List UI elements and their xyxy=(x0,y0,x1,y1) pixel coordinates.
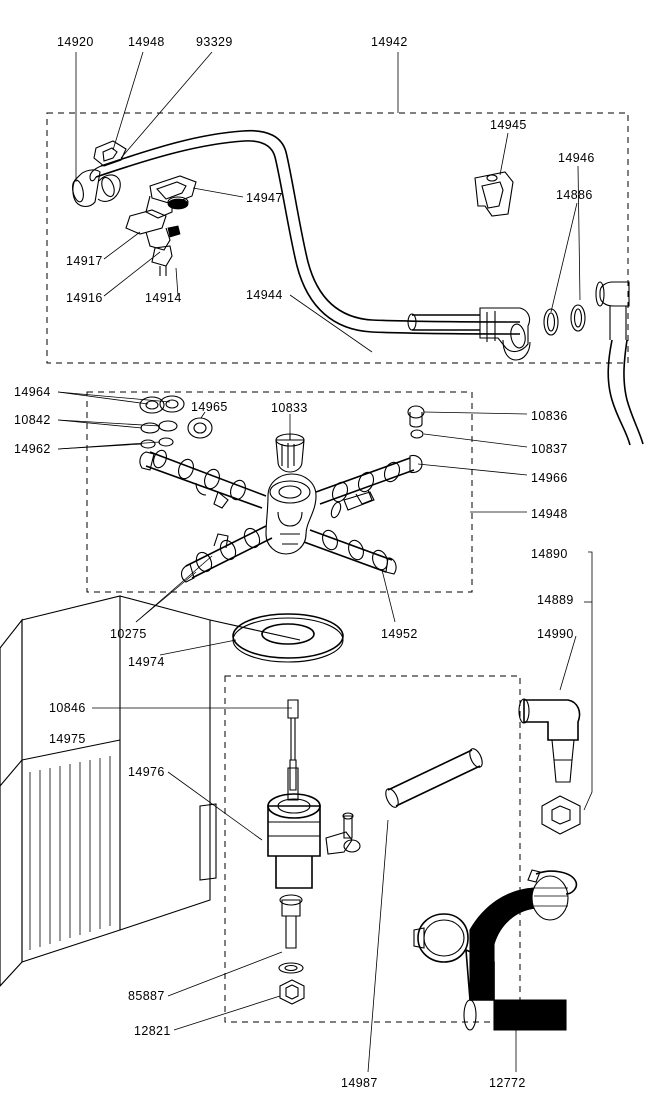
part-14987-pipe xyxy=(383,747,485,809)
part-label-14974: 14974 xyxy=(128,655,165,669)
part-label-14966: 14966 xyxy=(531,471,568,485)
part-label-14917: 14917 xyxy=(66,254,103,268)
part-label-10833: 10833 xyxy=(271,401,308,415)
part-label-14948-mid: 14948 xyxy=(531,507,568,521)
parts-bottom-fittings xyxy=(279,895,304,1004)
part-label-14975: 14975 xyxy=(49,732,86,746)
part-14976-regulator xyxy=(268,794,360,888)
part-label-14942: 14942 xyxy=(371,35,408,49)
part-label-93329: 93329 xyxy=(196,35,233,49)
part-label-85887: 85887 xyxy=(128,989,165,1003)
leader-lines-top xyxy=(76,52,580,352)
part-label-10846: 10846 xyxy=(49,701,86,715)
part-14947-bracket xyxy=(126,176,196,276)
part-label-14890: 14890 xyxy=(531,547,568,561)
part-12772-hose xyxy=(414,870,576,1030)
part-label-10836: 10836 xyxy=(531,409,568,423)
part-label-14944: 14944 xyxy=(246,288,283,302)
parts-small-right xyxy=(408,406,424,438)
part-label-14945: 14945 xyxy=(490,118,527,132)
part-label-10275: 10275 xyxy=(110,627,147,641)
part-14942-fuel-tube xyxy=(71,131,520,334)
part-label-14990: 14990 xyxy=(537,627,574,641)
part-label-14962: 14962 xyxy=(14,442,51,456)
leader-lines-lower xyxy=(92,708,516,1072)
part-label-12821: 12821 xyxy=(134,1024,171,1038)
part-10846-pin xyxy=(288,700,298,800)
part-label-14920: 14920 xyxy=(57,35,94,49)
part-label-14889: 14889 xyxy=(537,593,574,607)
part-label-14947: 14947 xyxy=(246,191,283,205)
part-label-14952: 14952 xyxy=(381,627,418,641)
part-label-14916: 14916 xyxy=(66,291,103,305)
part-label-12772: 12772 xyxy=(489,1076,526,1090)
part-10833-cap xyxy=(276,434,304,472)
part-label-14987: 14987 xyxy=(341,1076,378,1090)
part-label-10842: 10842 xyxy=(14,413,51,427)
part-label-14965: 14965 xyxy=(191,400,228,414)
part-14974-gasket xyxy=(233,614,343,662)
part-label-14976: 14976 xyxy=(128,765,165,779)
leader-lines-middle xyxy=(58,392,527,655)
part-label-14964: 14964 xyxy=(14,385,51,399)
part-14886-o-rings xyxy=(544,305,585,335)
part-14945-bracket xyxy=(475,172,513,216)
part-label-14914: 14914 xyxy=(145,291,182,305)
part-label-10837: 10837 xyxy=(531,442,568,456)
part-label-14948-top: 14948 xyxy=(128,35,165,49)
part-label-14886: 14886 xyxy=(556,188,593,202)
part-label-14946: 14946 xyxy=(558,151,595,165)
